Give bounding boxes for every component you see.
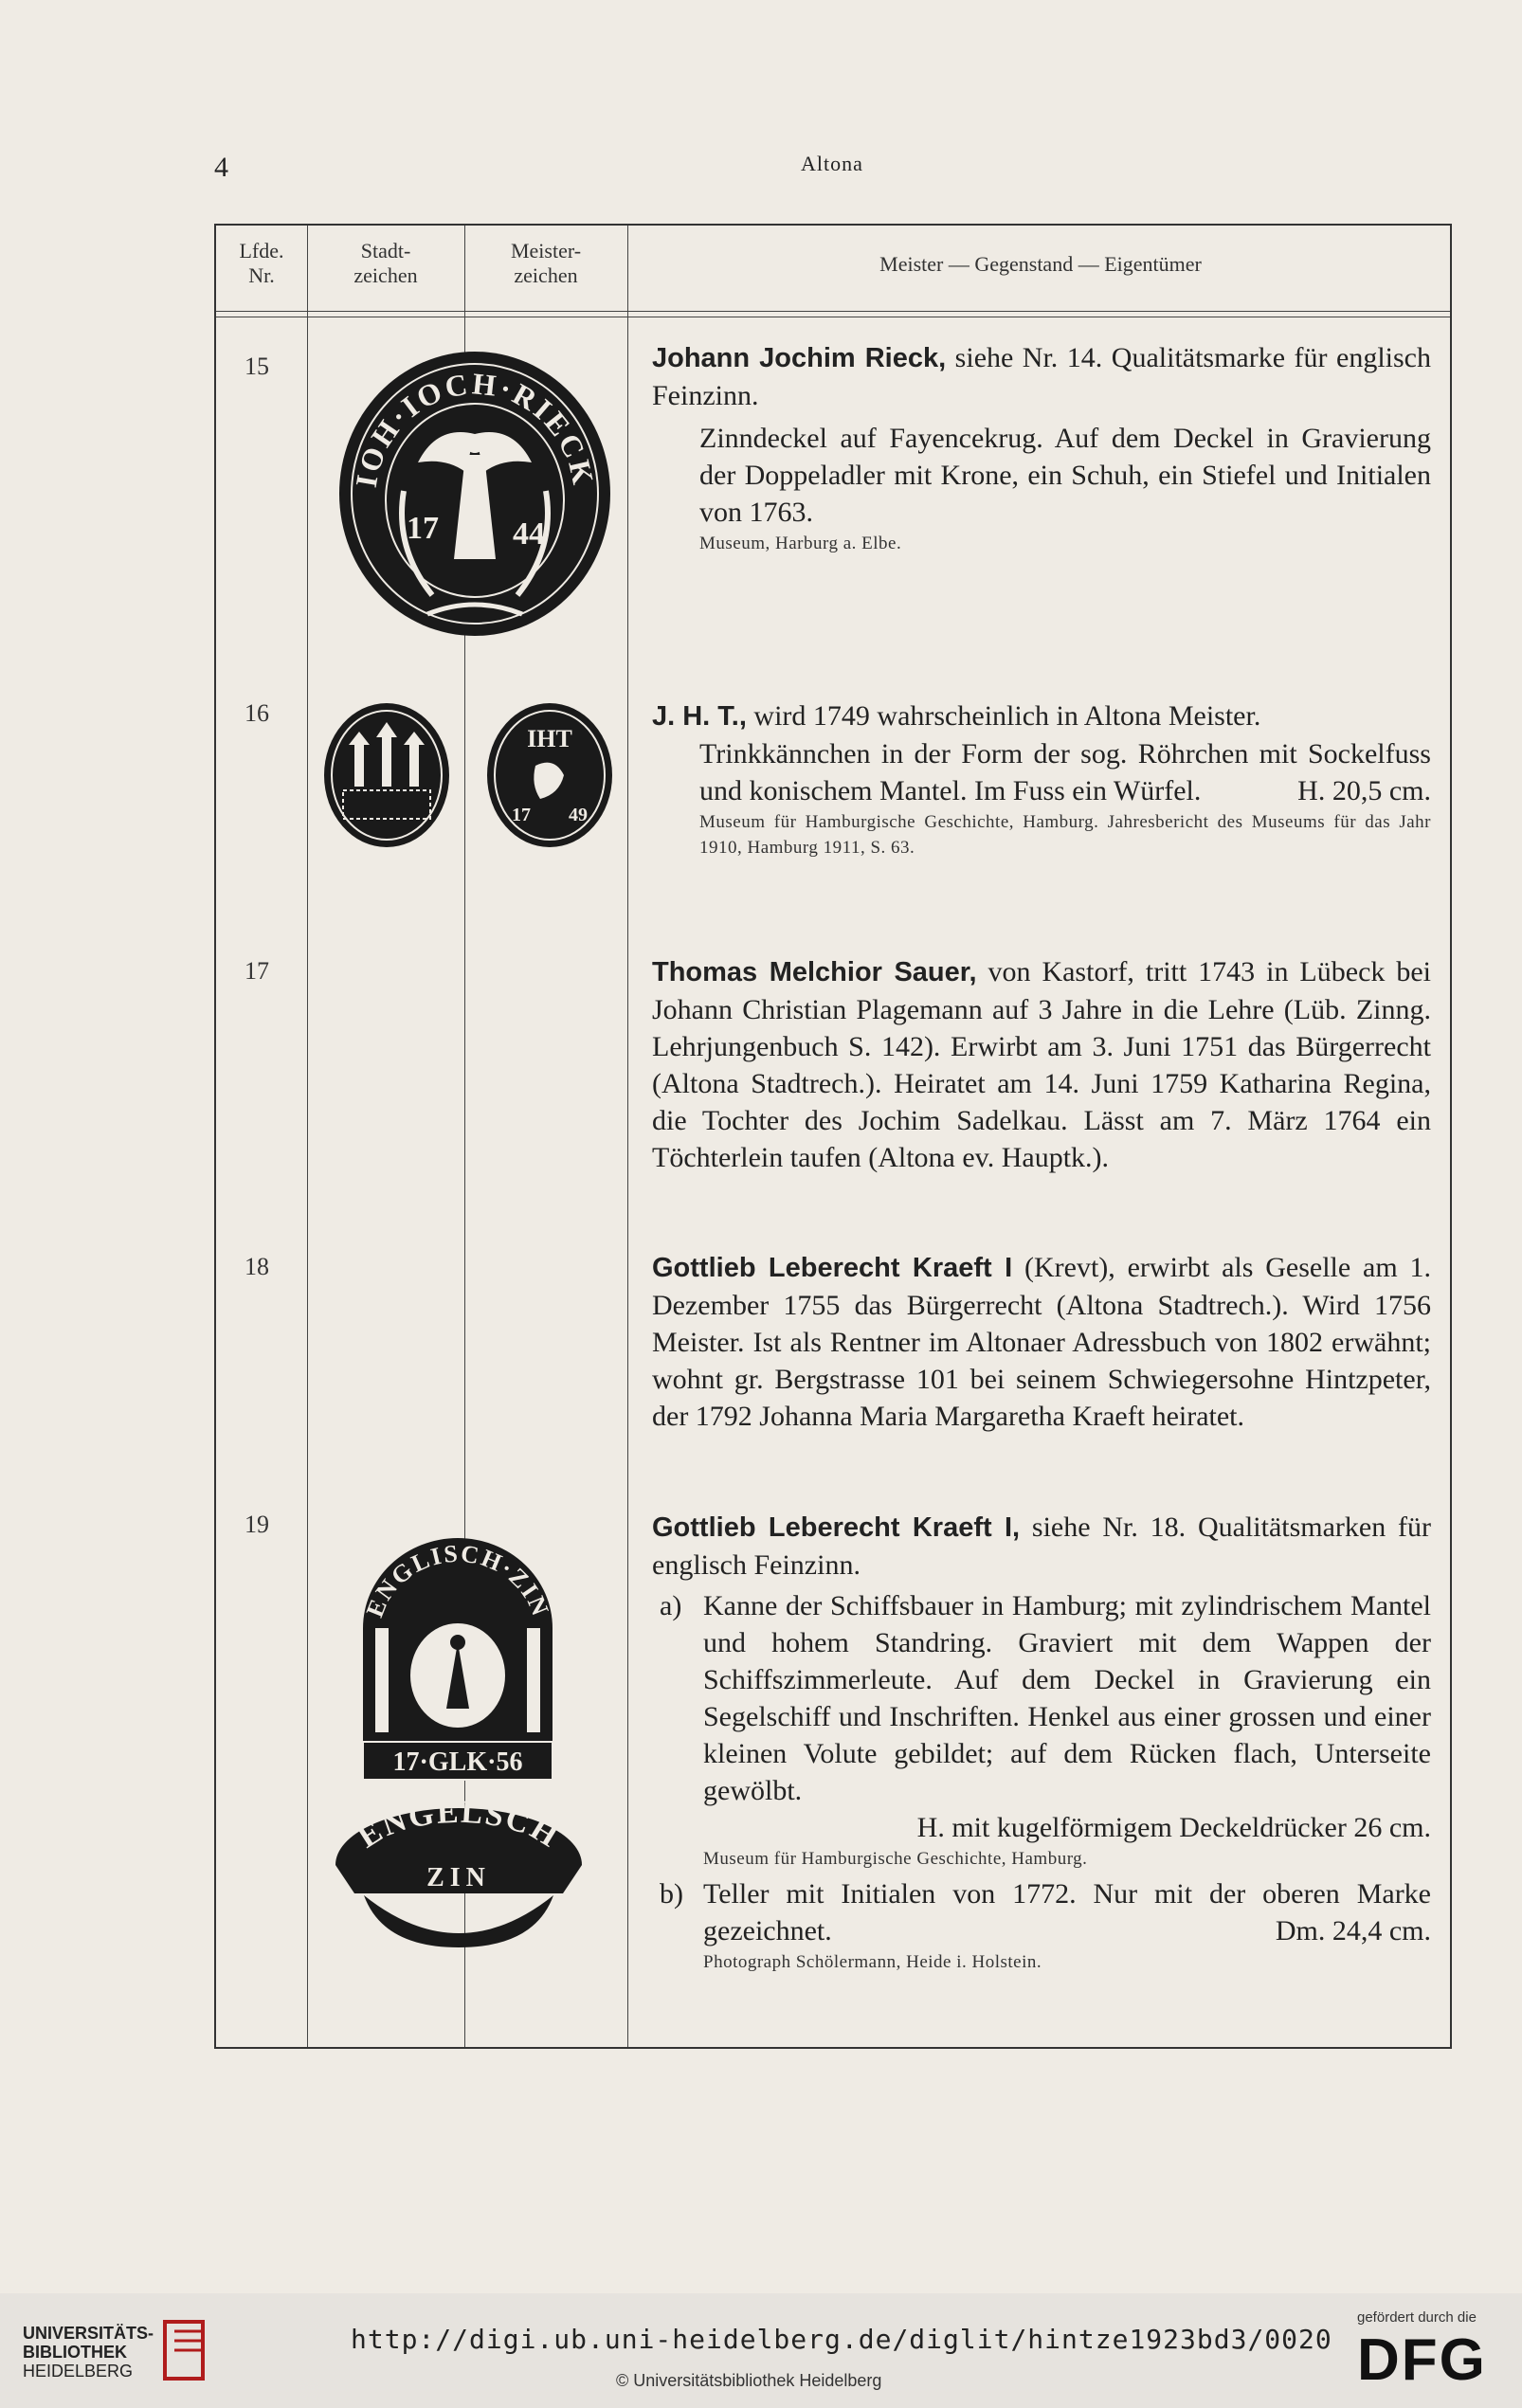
entry-intro: wird 1749 wahrscheinlich in Altona Meister.: [746, 700, 1261, 732]
mark-15-year-right: 44: [513, 516, 545, 552]
copyright-notice: © Universitätsbibliothek Heidelberg: [616, 2371, 882, 2390]
maker-mark-19a: [358, 1533, 557, 1782]
mark-19b-legend: ENGELSCH: [352, 1799, 566, 1856]
header-text: Meister-: [510, 239, 582, 263]
header-text: zeichen: [514, 263, 578, 287]
maker-mark-19b: [326, 1799, 591, 1950]
entry-body: Trinkkännchen in der Form der sog. Röhrchen mit Sockelfuss und konischem Mantel. Im Fuss ein Würfel.: [699, 738, 1431, 806]
entry-18: [652, 1249, 1431, 1435]
mark-19a-year: 17·GLK·56: [392, 1747, 523, 1777]
entry-source: Museum für Hamburgische Geschichte, Hamburg. Jahresbericht des Museums für das Jahr 1910, Hamburg 1911, S. 63.: [699, 812, 1431, 858]
library-name-line: BIBLIOTHEK: [23, 2343, 127, 2362]
item-measure: Dm. 24,4 cm.: [1275, 1915, 1431, 1946]
library-emblem-icon: [155, 2312, 212, 2388]
city-mark-16: [320, 699, 453, 851]
header-stadtzeichen: [307, 239, 464, 288]
entry-intro: (Krevt), erwirbt als Geselle am 1. Dezember 1755 das Bürgerrecht (Altona Stadtrech.). Wird 1756 Meister. Ist als Rentner im Altonaer Adressbuch von 1802 erwähnt; wohnt gr. Bergstrasse 101 bei seinem Schwiegersohne Hintzpeter, der 1792 Johanna Maria Margaretha Kraeft heiratet.: [652, 1252, 1431, 1432]
permalink-url[interactable]: http://digi.ub.uni-heidelberg.de/diglit/hintze1923bd3/0020: [351, 2324, 1332, 2355]
entry-intro: siehe Nr. 14. Qualitätsmarke für englisch Feinzinn.: [652, 342, 1431, 411]
header-text: zeichen: [353, 263, 418, 287]
mark-15-year-left: 17: [407, 511, 439, 546]
entry-17: [652, 953, 1431, 1176]
entry-16: [652, 697, 1431, 860]
item-label: b): [660, 1878, 683, 1910]
item-source: Photograph Schölermann, Heide i. Holstein.: [703, 1952, 1042, 1972]
entry-number: 16: [245, 699, 269, 727]
mark-19b-zin: ZIN: [426, 1863, 491, 1892]
entry-source: Museum, Harburg a. Elbe.: [699, 534, 902, 553]
library-name-line: UNIVERSITÄTS-: [23, 2324, 154, 2343]
item-body: Kanne der Schiffsbauer in Hamburg; mit zylindrischem Mantel und hohem Standring. Graviert mit dem Wappen der Schiffszimmerleute. Auf dem Deckel in Gravierung ein Segelschiff und Inschriften. Henkel aus einer grossen und einer kleinen Volute gebildet; auf dem Rücken flach, Unterseite gewölbt.: [703, 1590, 1431, 1806]
maker-mark-15: [337, 349, 612, 639]
item-body: Teller mit Initialen von 1772. Nur mit der oberen Marke gezeichnet.: [703, 1878, 1431, 1946]
entry-head: J. H. T.,: [652, 701, 747, 732]
funding-label: gefördert durch die: [1357, 2309, 1477, 2326]
column-divider: [627, 226, 628, 2047]
header-text: Lfde.: [239, 239, 284, 263]
item-source: Museum für Hamburgische Geschichte, Hamburg.: [703, 1849, 1088, 1869]
item-measure: H. mit kugelförmigem Deckeldrücker 26 cm.: [916, 1812, 1431, 1843]
entry-number: 15: [245, 353, 269, 380]
running-title: Altona: [801, 152, 863, 175]
maker-mark-16: [483, 699, 616, 851]
mark-15-legend: IOH·IOCH·RIECK: [348, 366, 602, 491]
entry-measure: H. 20,5 cm.: [1297, 775, 1431, 806]
entry-item-b: [652, 1875, 1431, 1975]
library-logo[interactable]: [23, 2324, 154, 2381]
entry-number: 18: [245, 1253, 269, 1280]
entry-body: Zinndeckel auf Fayencekrug. Auf dem Deckel in Gravierung der Doppeladler mit Krone, ein Schuh, ein Stiefel und Initialen von 1763.: [699, 423, 1431, 528]
entry-intro: von Kastorf, tritt 1743 in Lübeck bei Johann Christian Plagemann auf 3 Jahre in die Lehre (Lüb. Zinng. Lehrjungenbuch S. 142). Erwirbt am 3. Juni 1751 das Bürgerrecht (Altona Stadtrech.). Heiratet am 14. Juni 1759 Katharina Regina, die Tochter des Jochim Sadelkau. Lässt am 7. März 1764 ein Töchterlein taufen (Altona ev. Hauptk.).: [652, 956, 1431, 1173]
entry-head: Gottlieb Leberecht Kraeft I,: [652, 1512, 1021, 1543]
mark-16-year-right: 49: [569, 805, 588, 825]
dfg-logo[interactable]: DFG: [1357, 2327, 1487, 2393]
library-name-line: HEIDELBERG: [23, 2362, 134, 2381]
header-lfde-nr: [216, 239, 307, 288]
mark-19a-legend: ENGLISCH·ZIN: [360, 1539, 555, 1621]
entry-head: Thomas Melchior Sauer,: [652, 957, 977, 987]
mark-16-year-left: 17: [512, 805, 531, 825]
header-rule: [216, 311, 1450, 312]
item-label: a): [660, 1590, 682, 1621]
entry-number: 17: [245, 957, 269, 985]
header-meister-gegenstand: Meister — Gegenstand — Eigentümer: [879, 252, 1202, 276]
header-text: Nr.: [248, 263, 275, 287]
header-text: Stadt-: [360, 239, 411, 263]
entry-number: 19: [245, 1511, 269, 1538]
entry-15: [652, 339, 1431, 556]
entry-19: [652, 1509, 1431, 1975]
page-number: 4: [214, 152, 228, 183]
header-meisterzeichen: [464, 239, 627, 288]
mark-16-initials: IHT: [527, 725, 572, 752]
entry-head: Gottlieb Leberecht Kraeft I: [652, 1253, 1013, 1283]
entry-head: Johann Jochim Rieck,: [652, 343, 947, 373]
column-divider: [307, 226, 308, 2047]
entry-item-a: [652, 1587, 1431, 1872]
entry-intro: siehe Nr. 18. Qualitätsmarken für englisch Feinzinn.: [652, 1512, 1431, 1581]
